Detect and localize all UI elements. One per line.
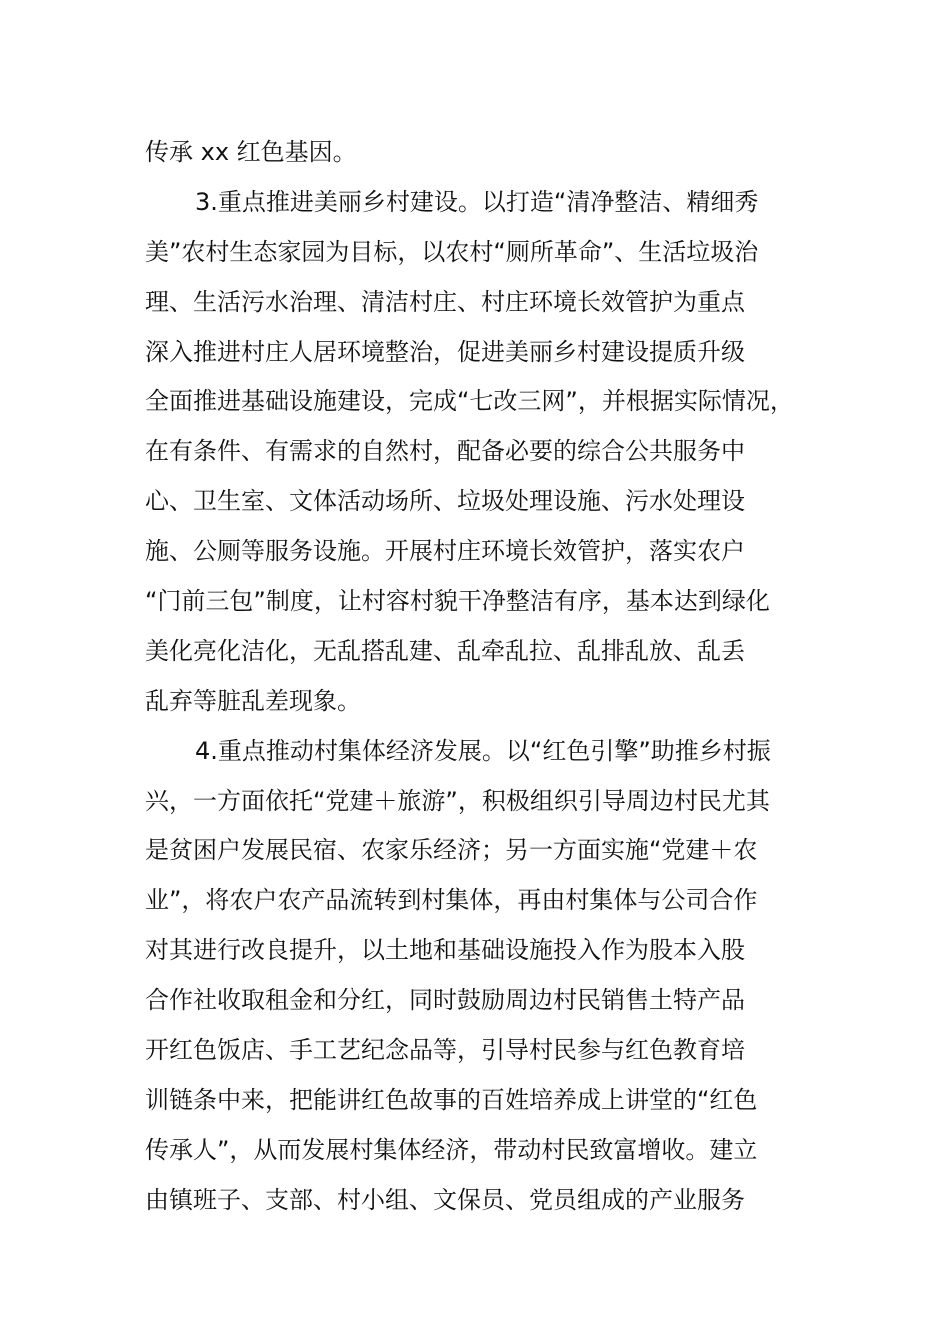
text-line: 施、公厕等服务设施。开展村庄环境长效管护，落实农户	[145, 537, 745, 566]
text-line: 对其进行改良提升，以土地和基础设施投入作为股本入股	[145, 936, 745, 965]
text-line: 理、生活污水治理、清洁村庄、村庄环境长效管护为重点	[145, 287, 745, 316]
text-line: 传承人”，从而发展村集体经济，带动村民致富增收。建立	[145, 1135, 758, 1164]
text-line: 美化亮化洁化，无乱搭乱建、乱牵乱拉、乱排乱放、乱丢	[145, 636, 745, 665]
text-line: 美”农村生态家园为目标，以农村“厕所革命”、生活垃圾治	[145, 237, 759, 266]
paragraph-3-heading-line: 3.重点推进美丽乡村建设。以打造“清净整洁、精细秀	[195, 187, 759, 216]
paragraph-4-heading-line: 4.重点推动村集体经济发展。以“红色引擎”助推乡村振	[195, 736, 771, 765]
text-line: 训链条中来，把能讲红色故事的百姓培养成上讲堂的“红色	[145, 1085, 758, 1114]
text-line: “门前三包”制度，让村容村貌干净整洁有序，基本达到绿化	[145, 587, 770, 616]
text-line: 传承 xx 红色基因。	[145, 138, 357, 166]
text-line: 心、卫生室、文体活动场所、垃圾处理设施、污水处理设	[145, 487, 745, 516]
text-line: 兴，一方面依托“党建＋旅游”，积极组织引导周边村民尤其	[145, 786, 770, 815]
text-line: 开红色饭店、手工艺纪念品等，引导村民参与红色教育培	[145, 1036, 745, 1065]
text-line: 由镇班子、支部、村小组、文保员、党员组成的产业服务	[145, 1185, 745, 1214]
text-line: 合作社收取租金和分红，同时鼓励周边村民销售土特产品	[145, 986, 745, 1015]
text-line: 是贫困户发展民宿、农家乐经济；另一方面实施“党建＋农	[145, 836, 758, 865]
text-line: 在有条件、有需求的自然村，配备必要的综合公共服务中	[145, 437, 745, 466]
text-line: 乱弃等脏乱差现象。	[145, 686, 361, 715]
text-line: 深入推进村庄人居环境整治，促进美丽乡村建设提质升级	[145, 337, 745, 366]
text-line: 全面推进基础设施建设，完成“七改三网”，并根据实际情况，	[145, 387, 794, 416]
text-line: 业”，将农户农产品流转到村集体，再由村集体与公司合作	[145, 886, 758, 915]
body-text	[145, 128, 835, 1226]
